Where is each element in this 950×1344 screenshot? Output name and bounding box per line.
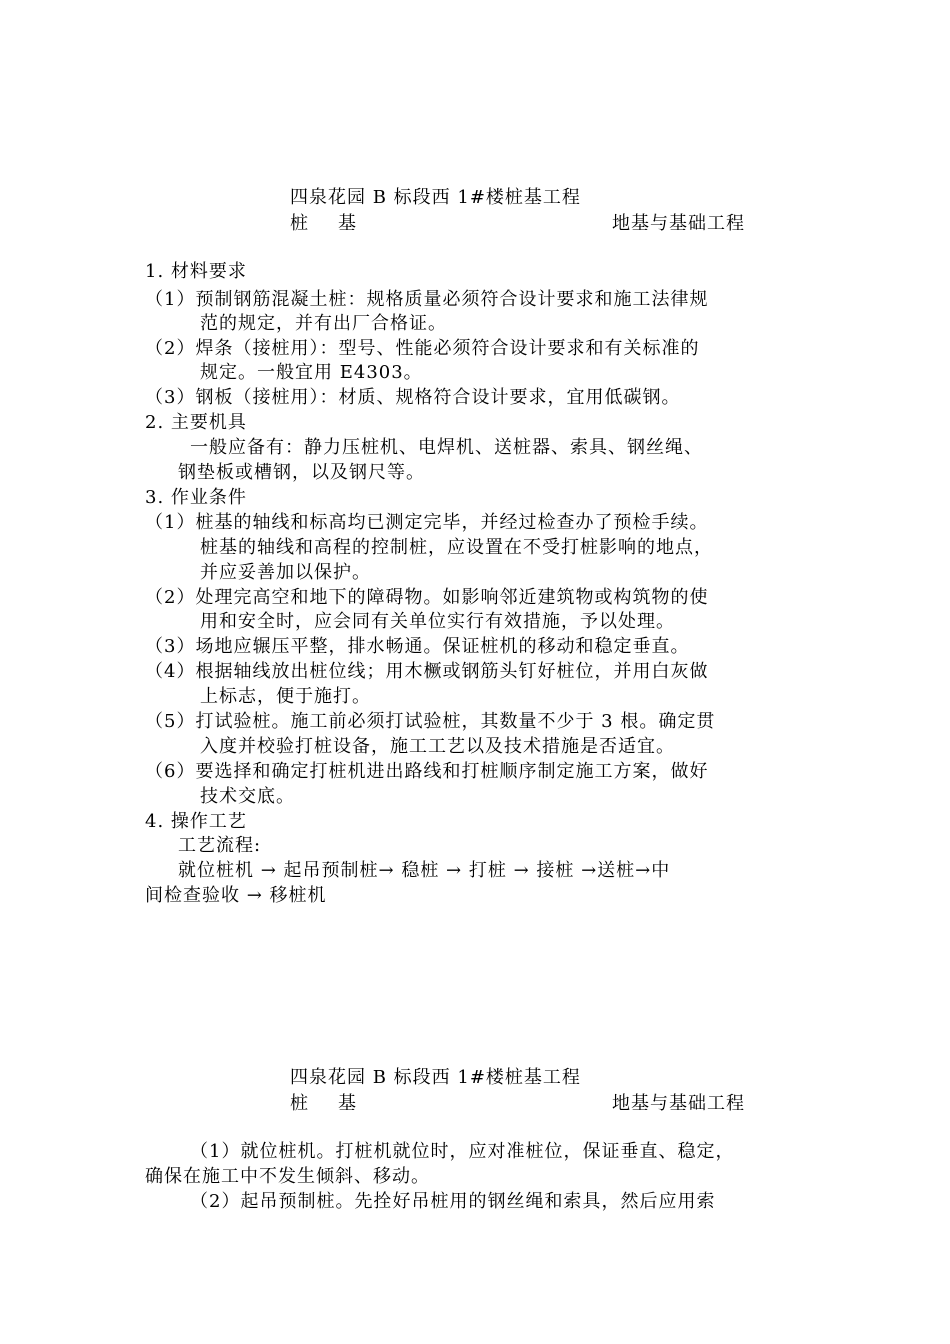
body-line: （5）打试验桩。施工前必须打试验桩，其数量不少于 3 根。确定贯 [145,711,716,732]
body-line: （1）预制钢筋混凝土桩：规格质量必须符合设计要求和施工法律规 [145,289,709,310]
process-flow-line: 间检查验收 → 移桩机 [145,885,327,906]
body-line: 上标志，便于施打。 [200,686,371,707]
body-line: 规定。一般宜用 E4303。 [200,362,423,383]
body-line: （1）就位桩机。打桩机就位时，应对准桩位，保证垂直、稳定， [190,1141,735,1162]
body-line: 技术交底。 [200,786,295,807]
body-line: 用和安全时，应会同有关单位实行有效措施，予以处理。 [200,611,675,632]
page-1-subject-right: 地基与基础工程 [612,213,745,234]
page-1-subject-left: 桩 基 [290,213,362,234]
section-4-heading: 4. 操作工艺 [145,811,247,832]
body-line: （2）起吊预制桩。先拴好吊桩用的钢丝绳和索具，然后应用索 [190,1191,716,1212]
body-line: （4）根据轴线放出桩位线；用木橛或钢筋头钉好桩位，并用白灰做 [145,661,709,682]
section-3-heading: 3. 作业条件 [145,487,247,508]
body-line: （1）桩基的轴线和标高均已测定完毕，并经过检查办了预检手续。 [145,512,709,533]
page-1-project-title: 四泉花园 B 标段西 1#楼桩基工程 [290,187,581,208]
body-line: 钢垫板或槽钢，以及钢尺等。 [178,462,425,483]
body-line: 确保在施工中不发生倾斜、移动。 [145,1166,430,1187]
body-line: （2）处理完高空和地下的障碍物。如影响邻近建筑物或构筑物的使 [145,587,709,608]
body-line: （3）钢板（接桩用）：材质、规格符合设计要求，宜用低碳钢。 [145,387,681,408]
page-2-subject-left: 桩 基 [290,1093,362,1114]
page-2-project-title: 四泉花园 B 标段西 1#楼桩基工程 [290,1067,581,1088]
body-line: 桩基的轴线和高程的控制桩，应设置在不受打桩影响的地点， [200,537,713,558]
section-1-heading: 1. 材料要求 [145,261,247,282]
body-line: 并应妥善加以保护。 [200,562,371,583]
body-line: 一般应备有：静力压桩机、电焊机、送桩器、索具、钢丝绳、 [190,437,703,458]
body-line: 入度并校验打桩设备，施工工艺以及技术措施是否适宜。 [200,736,675,757]
section-2-heading: 2. 主要机具 [145,412,247,433]
body-line: 范的规定，并有出厂合格证。 [200,313,447,334]
body-line: （3）场地应辗压平整，排水畅通。保证桩机的移动和稳定垂直。 [145,636,690,657]
body-line: 工艺流程: [178,835,262,856]
body-line: （2）焊条（接桩用）：型号、性能必须符合设计要求和有关标准的 [145,338,700,359]
page-2-subject-right: 地基与基础工程 [612,1093,745,1114]
process-flow-line: 就位桩机 → 起吊预制桩→ 稳桩 → 打桩 → 接桩 →送桩→中 [178,860,671,881]
body-line: （6）要选择和确定打桩机进出路线和打桩顺序制定施工方案，做好 [145,761,709,782]
